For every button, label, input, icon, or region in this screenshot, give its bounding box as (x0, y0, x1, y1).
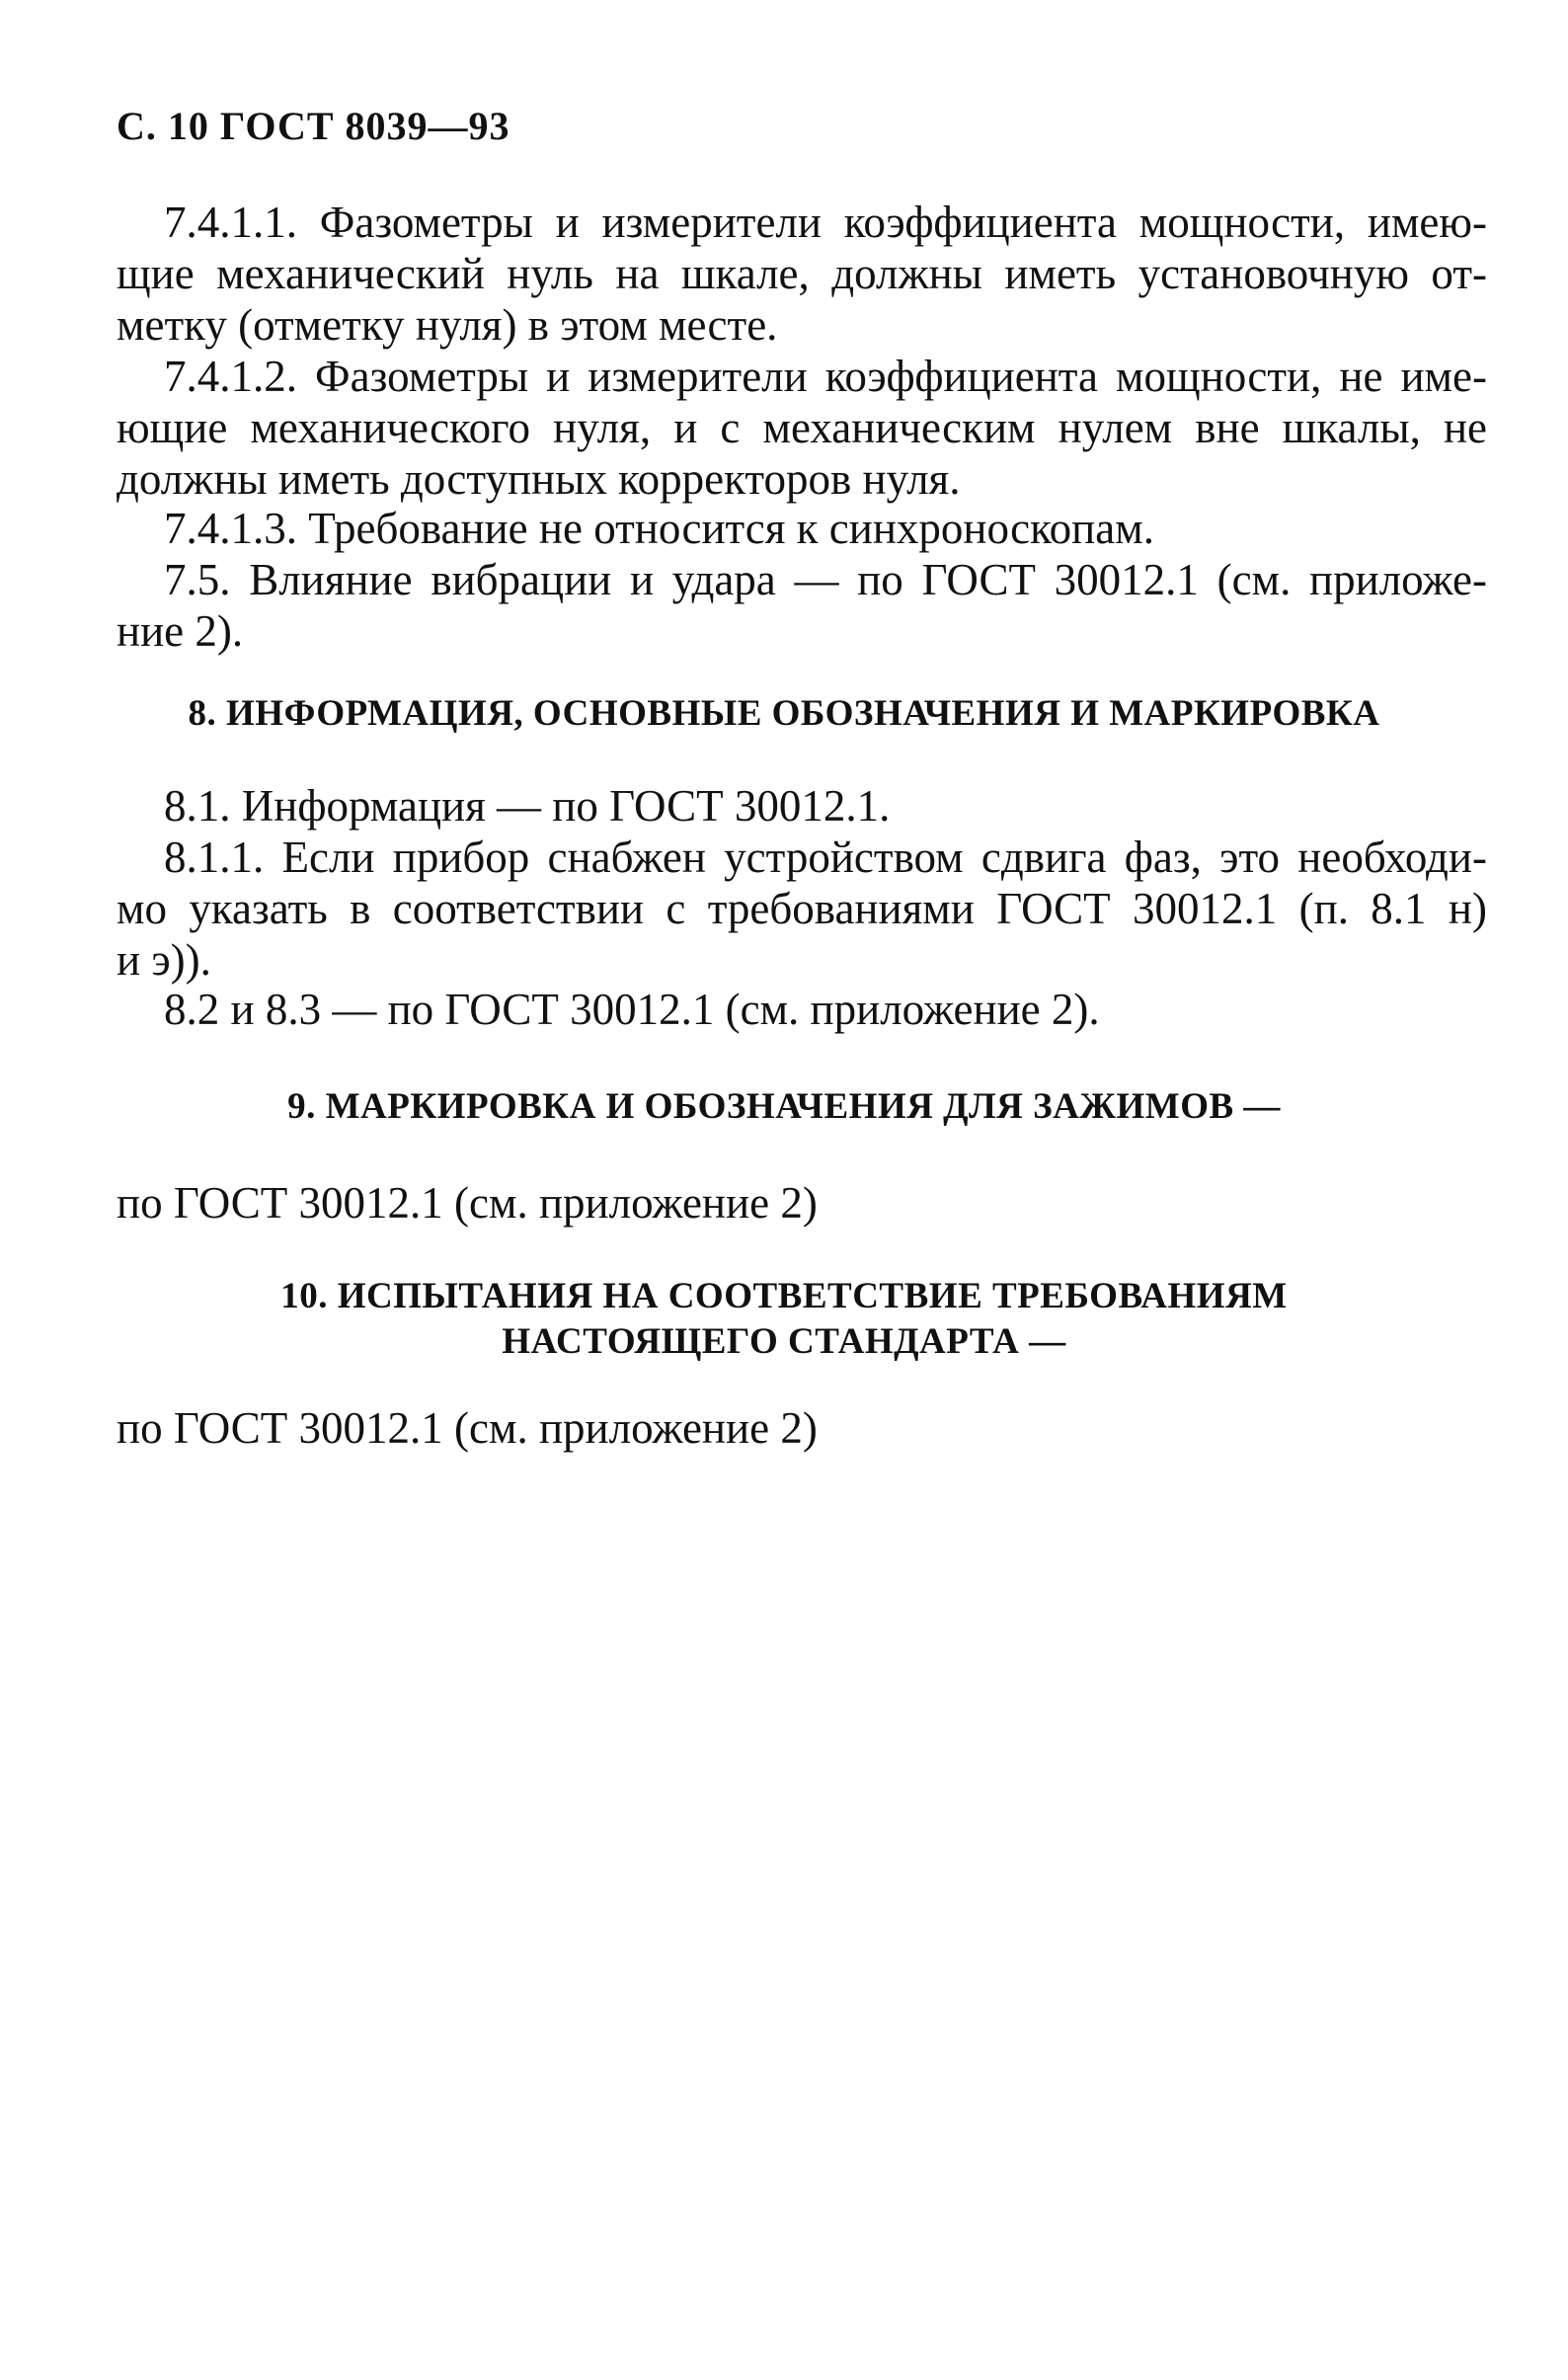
heading-line: 8. ИНФОРМАЦИЯ, ОСНОВНЫЕ ОБОЗНАЧЕНИЯ И МАРКИРОВКА (188, 693, 1380, 734)
paragraph-7-4-1-3 (117, 503, 1487, 554)
paragraph-8-1 (117, 780, 1487, 832)
section-9-heading (0, 1084, 1568, 1130)
text-line: 7.4.1.1. Фазометры и измерители коэффициента мощности, имею- (164, 198, 1487, 247)
heading-line: НАСТОЯЩЕГО СТАНДАРТА — (502, 1321, 1066, 1362)
text-line: щие механический нуль на шкале, должны иметь установочную от- (117, 249, 1487, 298)
section-10-heading (0, 1274, 1568, 1365)
page-header: С. 10 ГОСТ 8039—93 (117, 104, 510, 148)
section-10-text: по ГОСТ 30012.1 (см. приложение 2) (117, 1403, 818, 1453)
text-line: 7.5. Влияние вибрации и удара — по ГОСТ 30012.1 (см. приложе- (164, 555, 1487, 604)
text-line: 7.4.1.3. Требование не относится к синхроноскопам. (164, 504, 1154, 553)
heading-line: 9. МАРКИРОВКА И ОБОЗНАЧЕНИЯ ДЛЯ ЗАЖИМОВ — (287, 1086, 1281, 1127)
section-9-text: по ГОСТ 30012.1 (см. приложение 2) (117, 1178, 818, 1228)
section-8-heading (0, 691, 1568, 737)
paragraph-7-5 (117, 554, 1487, 657)
text-line: мо указать в соответствии с требованиями ГОСТ 30012.1 (п. 8.1 н) (117, 884, 1487, 933)
paragraph-8-1-1 (117, 832, 1487, 986)
text-line: должны иметь доступных корректоров нуля. (117, 454, 961, 504)
text-line: 8.2 и 8.3 — по ГОСТ 30012.1 (см. приложение 2). (164, 985, 1100, 1034)
text-line: метку (отметку нуля) в этом месте. (117, 300, 778, 350)
paragraph-7-4-1-1 (117, 197, 1487, 351)
paragraph-8-2-8-3 (117, 984, 1487, 1035)
text-line: ние 2). (117, 606, 244, 656)
paragraph-7-4-1-2 (117, 351, 1487, 505)
text-line: ющие механического нуля, и с механическим нулем вне шкалы, не (117, 403, 1487, 452)
text-line: 8.1.1. Если прибор снабжен устройством сдвига фаз, это необходи- (164, 833, 1487, 882)
text-line: 7.4.1.2. Фазометры и измерители коэффициента мощности, не име- (164, 352, 1487, 401)
text-line: 8.1. Информация — по ГОСТ 30012.1. (164, 781, 891, 831)
text-line: и э)). (117, 935, 211, 985)
heading-line: 10. ИСПЫТАНИЯ НА СООТВЕТСТВИЕ ТРЕБОВАНИЯМ (280, 1276, 1288, 1316)
